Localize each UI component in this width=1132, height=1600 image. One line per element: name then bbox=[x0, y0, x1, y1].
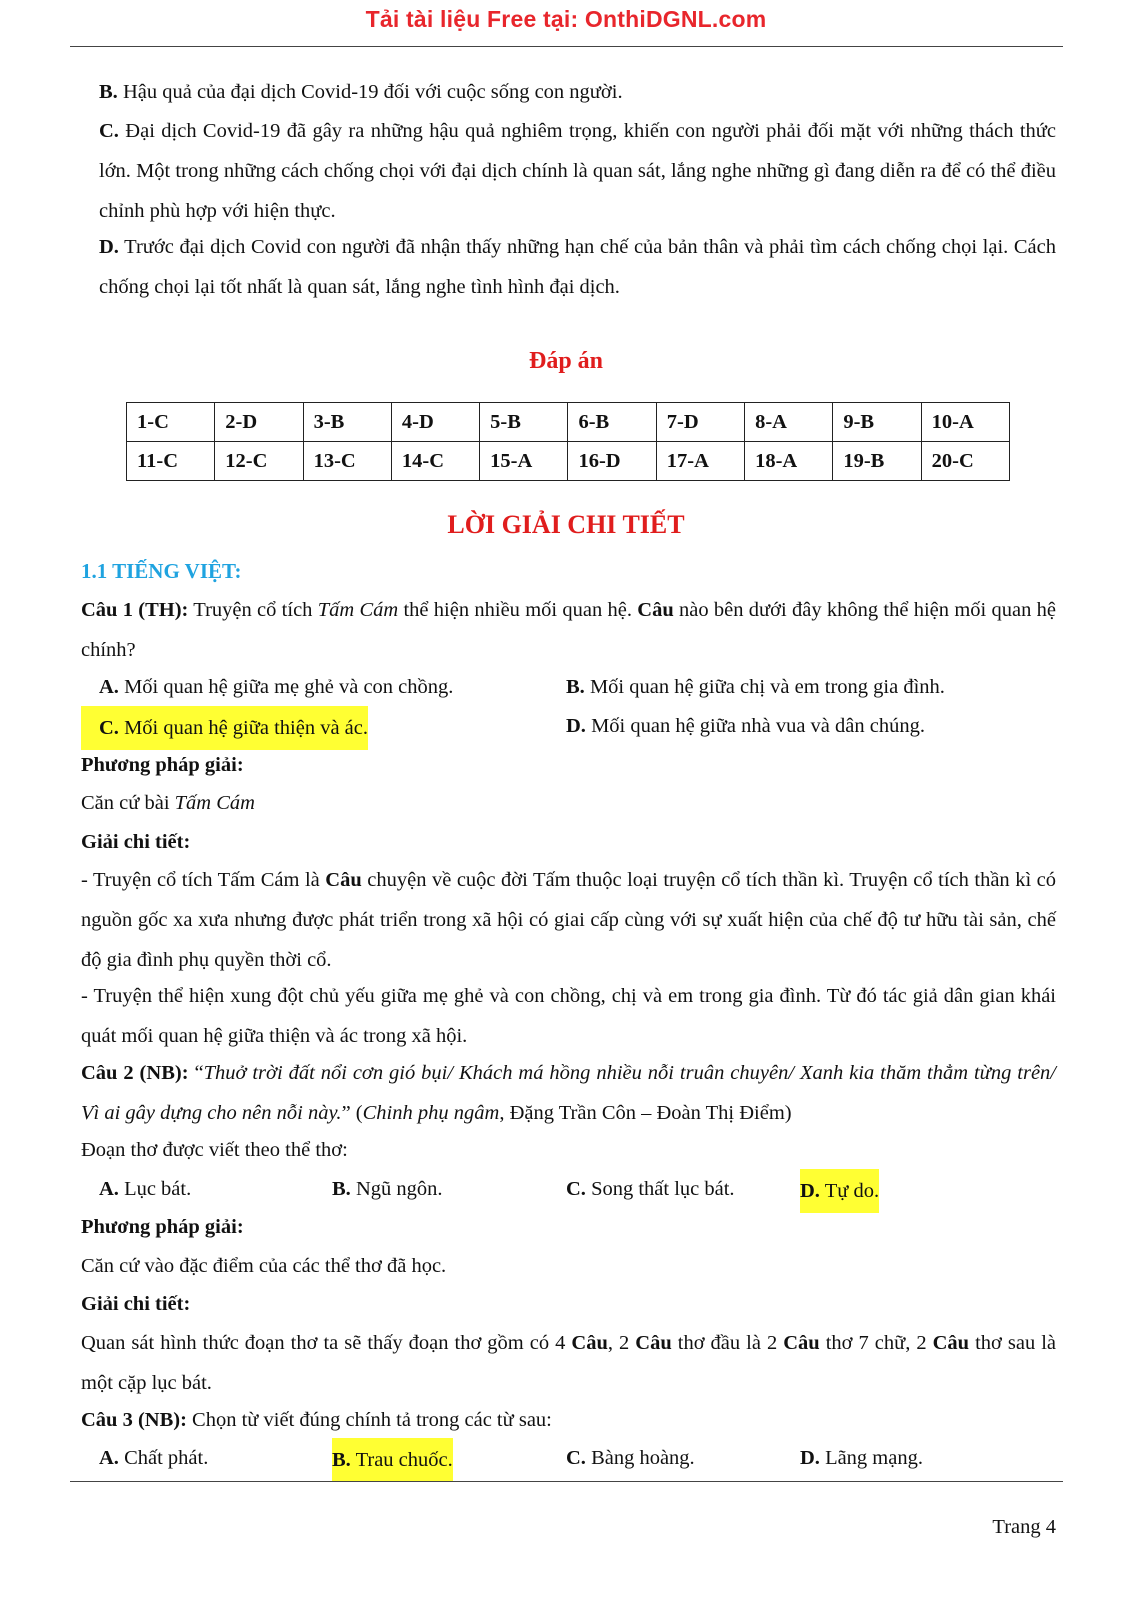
footer-divider bbox=[70, 1481, 1063, 1482]
q1-option-a[interactable]: A. Mối quan hệ giữa mẹ ghẻ và con chồng. bbox=[99, 676, 454, 698]
answer-key-cell: 10-A bbox=[921, 403, 1009, 442]
q3-option-b-correct[interactable]: B. Trau chuốc. bbox=[332, 1438, 453, 1482]
q2-method-label: Phương pháp giải: bbox=[81, 1216, 244, 1238]
page-number: Trang 4 bbox=[992, 1516, 1056, 1538]
answer-key-cell: 19-B bbox=[833, 442, 921, 481]
section-title: 1.1 TIẾNG VIỆT: bbox=[81, 559, 242, 583]
q2-detail: Quan sát hình thức đoạn thơ ta sẽ thấy đoạn thơ gồm có 4 Câu, 2 Câu thơ đầu là 2 Câu thơ 7 chữ, 2 Câu thơ sau là một cặp lục bát. bbox=[81, 1332, 1057, 1394]
question-1: Câu 1 (TH): Truyện cổ tích Tấm Cám thể hiện nhiều mối quan hệ. Câu nào bên dưới đây không thể hiện mối quan hệ chính? bbox=[81, 599, 1056, 661]
q2-prompt: Đoạn thơ được viết theo thể thơ: bbox=[81, 1139, 348, 1161]
answer-key-cell: 8-A bbox=[745, 403, 833, 442]
q2-option-d-correct[interactable]: D. Tự do. bbox=[800, 1169, 879, 1213]
answer-key-cell: 12-C bbox=[215, 442, 303, 481]
answer-key-cell: 20-C bbox=[921, 442, 1009, 481]
prev-option-d: D. Trước đại dịch Covid con người đã nhận thấy những hạn chế của bản thân và phải tìm cách chống chọi lại. Cách chống chọi lại tốt nhất là quan sát, lắng nghe tình hình đại dịch. bbox=[99, 236, 1056, 298]
answer-key-row bbox=[127, 442, 1010, 481]
q3-option-d[interactable]: D. Lãng mạng. bbox=[800, 1447, 923, 1469]
q2-option-a[interactable]: A. Lục bát. bbox=[99, 1178, 192, 1200]
answer-key-cell: 7-D bbox=[656, 403, 744, 442]
q3-options-row bbox=[81, 1438, 1056, 1478]
q1-option-c-correct[interactable]: C. Mối quan hệ giữa thiện và ác. bbox=[81, 706, 368, 750]
q2-options-row bbox=[81, 1169, 1056, 1209]
site-header: Tải tài liệu Free tại: OnthiDGNL.com bbox=[365, 6, 767, 32]
answer-key-cell: 14-C bbox=[391, 442, 479, 481]
answer-key-cell: 13-C bbox=[303, 442, 391, 481]
q1-method-text: Căn cứ bài Tấm Cám bbox=[81, 792, 255, 814]
question-2: Câu 2 (NB): “Thuở trời đất nổi cơn gió bụi/ Khách má hồng nhiều nỗi truân chuyên/ Xanh kia thăm thẳm từng trên/ Vì ai gây dựng cho nên nỗi này.” (Chinh phụ ngâm, Đặng Trần Côn – Đoàn Thị Điểm) bbox=[81, 1062, 1056, 1124]
q1-option-d[interactable]: D. Mối quan hệ giữa nhà vua và dân chúng. bbox=[566, 715, 925, 737]
q1-option-b[interactable]: B. Mối quan hệ giữa chị và em trong gia đình. bbox=[566, 676, 945, 698]
question-3: Câu 3 (NB): Chọn từ viết đúng chính tả trong các từ sau: bbox=[81, 1409, 552, 1431]
answer-key-cell: 16-D bbox=[568, 442, 656, 481]
prev-option-c: C. Đại dịch Covid-19 đã gây ra những hậu quả nghiêm trọng, khiến con người phải đối mặt với những thách thức lớn. Một trong những cách chống chọi với đại dịch chính là quan sát, lắng nghe những gì đang diễn ra để có thể điều chỉnh phù hợp với hiện thực. bbox=[99, 120, 1056, 222]
q1-options-row-1 bbox=[81, 667, 1056, 707]
answer-key-cell: 17-A bbox=[656, 442, 744, 481]
answer-key-row bbox=[127, 403, 1010, 442]
q1-detail-label: Giải chi tiết: bbox=[81, 831, 191, 853]
answer-key-title: Đáp án bbox=[528, 348, 604, 374]
answer-key-cell: 6-B bbox=[568, 403, 656, 442]
header-divider bbox=[70, 46, 1063, 47]
answer-key-cell: 18-A bbox=[745, 442, 833, 481]
q2-option-b[interactable]: B. Ngũ ngôn. bbox=[332, 1178, 443, 1200]
answer-key-cell: 11-C bbox=[127, 442, 215, 481]
q1-detail-1: - Truyện cổ tích Tấm Cám là Câu chuyện về cuộc đời Tấm thuộc loại truyện cổ tích thần kì. Truyện cổ tích thần kì có nguồn gốc xa xưa nhưng được phát triển trong xã hội có giai cấp cùng với sự xuất hiện của chế độ tư hữu tài sản, chế độ gia đình phụ quyền thời cổ. bbox=[81, 869, 1056, 971]
q3-option-a[interactable]: A. Chất phát. bbox=[99, 1447, 209, 1469]
answer-key-cell: 1-C bbox=[127, 403, 215, 442]
solutions-title: LỜI GIẢI CHI TIẾT bbox=[447, 510, 685, 539]
q1-options-row-2 bbox=[81, 706, 1056, 746]
q3-option-c[interactable]: C. Bàng hoàng. bbox=[566, 1447, 695, 1469]
q1-detail-2: - Truyện thể hiện xung đột chủ yếu giữa mẹ ghẻ và con chồng, chị và em trong gia đình. Từ đó tác giả dân gian khái quát mối quan hệ giữa thiện và ác trong xã hội. bbox=[81, 985, 1056, 1047]
answer-key-table bbox=[126, 402, 1010, 481]
answer-key-cell: 15-A bbox=[480, 442, 568, 481]
answer-key-cell: 4-D bbox=[391, 403, 479, 442]
prev-option-b: B. Hậu quả của đại dịch Covid-19 đối với cuộc sống con người. bbox=[99, 81, 623, 103]
answer-key-cell: 5-B bbox=[480, 403, 568, 442]
answer-key-cell: 2-D bbox=[215, 403, 303, 442]
q2-method-text: Căn cứ vào đặc điểm của các thể thơ đã học. bbox=[81, 1255, 447, 1277]
q1-method-label: Phương pháp giải: bbox=[81, 754, 244, 776]
q2-detail-label: Giải chi tiết: bbox=[81, 1293, 191, 1315]
answer-key-cell: 3-B bbox=[303, 403, 391, 442]
answer-key-cell: 9-B bbox=[833, 403, 921, 442]
q2-option-c[interactable]: C. Song thất lục bát. bbox=[566, 1178, 735, 1200]
